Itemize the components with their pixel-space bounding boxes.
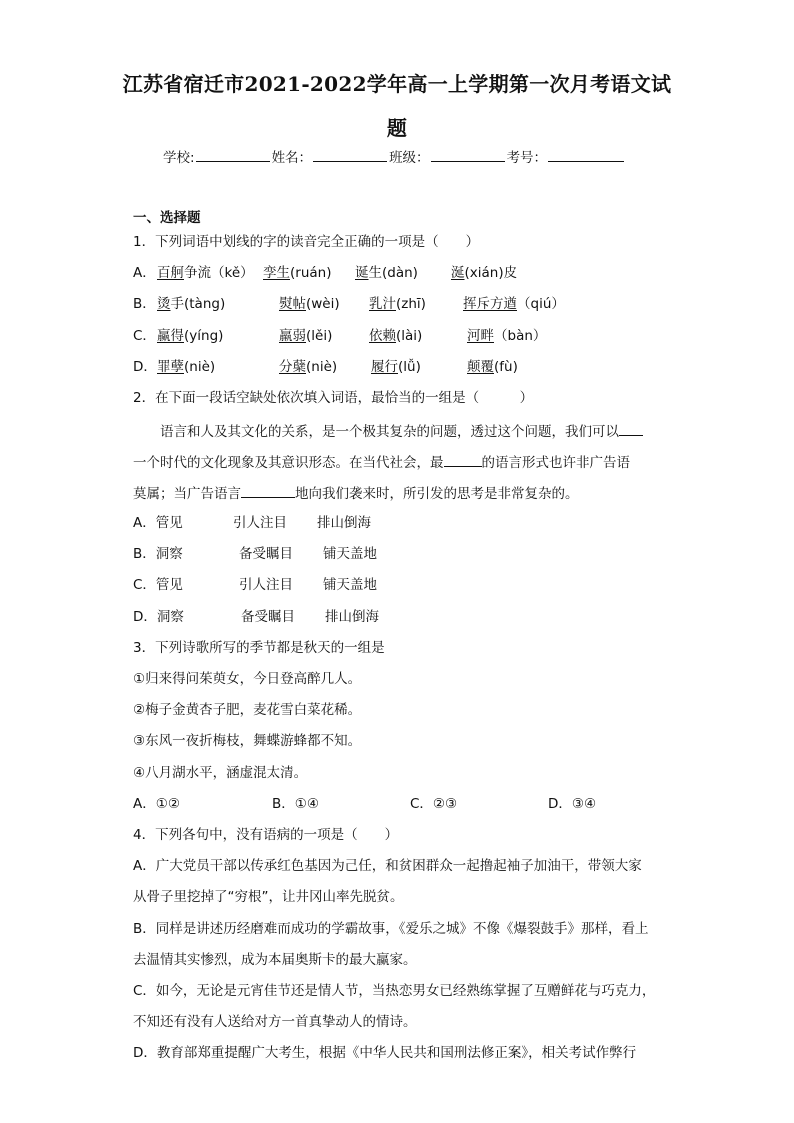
q4-option-c-line1: C．如今，无论是元宵佳节还是情人节，当热恋男女已经熟练掌握了互赠鲜花与巧克力， <box>133 983 656 999</box>
q1-option-d <box>133 358 673 376</box>
q1-c-word3-reading: (lài) <box>396 328 423 344</box>
q1-c-word2: 羸弱 <box>279 328 306 344</box>
q1-b-word2: 熨帖 <box>279 296 306 312</box>
q1-b-word2-reading: (wèi) <box>306 296 340 312</box>
q3-poem2: ②梅子金黄杏子肥，麦花雪白菜花稀。 <box>133 702 362 718</box>
q1-c-word1: 赢得 <box>157 328 184 344</box>
q2-blank2 <box>444 453 482 467</box>
q1-c-word2-reading: (lěi) <box>306 328 333 344</box>
q1-c-label: C． <box>133 328 156 344</box>
q2-a-word1: A．管见 <box>133 515 183 531</box>
q2-c-word1: C．管见 <box>133 577 183 593</box>
q2-b-word2: 备受瞩目 <box>239 546 293 562</box>
q1-a-word2-reading: (ruán) <box>290 265 332 281</box>
q1-option-c <box>133 327 673 345</box>
q2-c-word3: 铺天盖地 <box>323 577 377 593</box>
q2-option-d <box>133 608 533 626</box>
q2-c-word2: 引人注目 <box>239 577 293 593</box>
q1-b-word4: 挥斥方遒 <box>463 296 517 312</box>
q2-b-word3: 铺天盖地 <box>323 546 377 562</box>
q1-a-word4: 涎 <box>451 265 465 281</box>
q1-a-word3-reading: 生(dàn) <box>368 265 418 281</box>
q3-option-b: B．①④ <box>272 796 319 812</box>
q1-option-a <box>133 264 673 282</box>
q1-stem: 1．下列词语中划线的字的读音完全正确的一项是（ ） <box>133 234 480 250</box>
document-title-line1: 江苏省宿迁市2021-2022学年高一上学期第一次月考语文试 <box>122 72 672 96</box>
q3-poem3: ③东风一夜折梅枝，舞蝶游蜂都不知。 <box>133 733 362 749</box>
q2-d-word2: 备受瞩目 <box>241 609 295 625</box>
q2-b-word1: B．洞察 <box>133 546 183 562</box>
number-blank[interactable] <box>548 148 624 162</box>
student-info-row <box>163 146 626 166</box>
q2-blank1 <box>619 422 643 436</box>
school-blank[interactable] <box>196 148 270 162</box>
q3-option-d: D．③④ <box>548 796 597 812</box>
q2-a-word2: 引人注目 <box>233 515 287 531</box>
q1-d-word2-reading: (niè) <box>306 359 338 375</box>
q1-b-word3: 乳汁 <box>369 296 396 312</box>
q1-c-word3: 依赖 <box>369 328 396 344</box>
q2-d-word1: D．洞察 <box>133 609 184 625</box>
q1-b-word4-reading: （qiú） <box>517 296 565 312</box>
q3-poem4: ④八月湖水平，涵虚混太清。 <box>133 765 308 781</box>
q3-stem: 3．下列诗歌所写的季节都是秋天的一组是 <box>133 640 385 656</box>
q1-d-word4-reading: (fù) <box>494 359 518 375</box>
section-heading: 一、选择题 <box>133 210 201 226</box>
q2-p3-text-b: 地向我们袭来时，所引发的思考是非常复杂的。 <box>295 486 579 502</box>
q1-b-word1-reading: 手(tàng) <box>170 296 226 312</box>
q2-option-c <box>133 576 533 594</box>
q3-option-c: C．②③ <box>410 796 458 812</box>
q1-d-word3-reading: (lǚ) <box>398 359 421 375</box>
name-blank[interactable] <box>313 148 387 162</box>
q4-option-b-line1: B．同样是讲述历经磨难而成功的学霸故事，《爱乐之城》不像《爆裂鼓手》那样，看上 <box>133 921 649 937</box>
q1-d-word3: 履行 <box>371 359 398 375</box>
q2-passage-line1 <box>160 422 643 441</box>
q1-b-label: B． <box>133 296 156 312</box>
q2-p3-text-a: 莫属；当广告语言 <box>133 486 241 502</box>
q1-c-word4-reading: （bàn） <box>494 328 547 344</box>
q1-a-word3: 诞 <box>355 265 369 281</box>
q1-d-word2: 分蘖 <box>279 359 306 375</box>
q1-d-word1-reading: (niè) <box>184 359 216 375</box>
number-label: 考号： <box>506 150 548 166</box>
q1-b-word1: 烫 <box>157 296 171 312</box>
q1-d-word1: 罪孽 <box>157 359 184 375</box>
q2-d-word3: 排山倒海 <box>325 609 379 625</box>
q1-a-label: A． <box>133 265 156 281</box>
q4-option-d-line1: D．教育部郑重提醒广大考生，根据《中华人民共和国刑法修正案》，相关考试作弊行 <box>133 1045 637 1061</box>
q3-option-a: A．①② <box>133 796 180 812</box>
q1-c-word1-reading: (yíng) <box>184 328 224 344</box>
q4-option-c-line2: 不知还有没有人送给对方一首真挚动人的情诗。 <box>133 1014 417 1030</box>
q1-a-word1-reading: 争流（kě） <box>184 265 254 281</box>
q4-stem: 4．下列各句中，没有语病的一项是（ ） <box>133 827 399 843</box>
q2-option-a <box>133 514 533 532</box>
name-label: 姓名： <box>271 150 313 166</box>
q2-p2-text-a: 一个时代的文化现象及其意识形态。在当代社会，最 <box>133 455 444 471</box>
class-blank[interactable] <box>431 148 505 162</box>
q1-a-word1: 百舸 <box>157 265 184 281</box>
class-label: 班级： <box>389 150 430 166</box>
q3-poem1: ①归来得问茱萸女，今日登高醉几人。 <box>133 671 362 687</box>
q2-p1-text: 语言和人及其文化的关系，是一个极其复杂的问题，透过这个问题，我们可以 <box>160 424 619 440</box>
q2-passage-line3 <box>133 484 579 503</box>
q1-b-word3-reading: (zhī) <box>396 296 426 312</box>
q1-a-word2: 孪生 <box>263 265 290 281</box>
q1-c-word4: 河畔 <box>467 328 494 344</box>
q2-a-word3: 排山倒海 <box>317 515 371 531</box>
q2-passage-line2 <box>133 453 630 472</box>
q4-option-a-line1: A．广大党员干部以传承红色基因为己任，和贫困群众一起撸起袖子加油干，带领大家 <box>133 858 642 874</box>
q1-d-word4: 颠覆 <box>467 359 494 375</box>
q2-stem: 2．在下面一段话空缺处依次填入词语，最恰当的一组是（ ） <box>133 390 534 406</box>
q1-d-label: D． <box>133 359 157 375</box>
q2-blank3 <box>241 484 295 498</box>
q4-option-b-line2: 去温情其实惨烈，成为本届奥斯卡的最大赢家。 <box>133 952 417 968</box>
q4-option-a-line2: 从骨子里挖掉了“穷根”，让井冈山率先脱贫。 <box>133 889 404 905</box>
q1-option-b <box>133 295 673 313</box>
q2-p2-text-b: 的语言形式也许非广告语 <box>481 455 630 471</box>
q2-option-b <box>133 545 533 563</box>
q3-options <box>133 795 653 813</box>
document-title-line2: 题 <box>386 116 408 140</box>
q1-a-word4-reading: (xián)皮 <box>464 265 518 281</box>
school-label: 学校: <box>163 150 195 166</box>
